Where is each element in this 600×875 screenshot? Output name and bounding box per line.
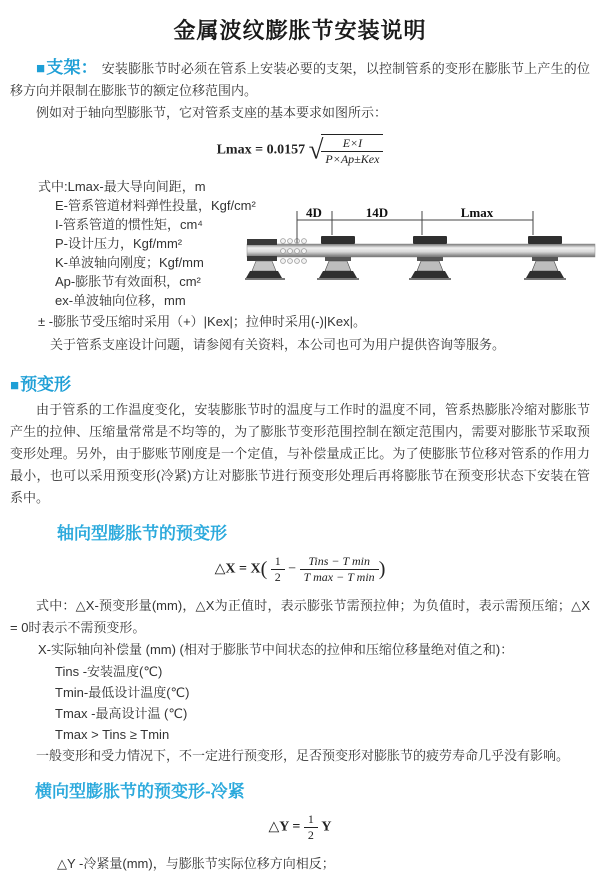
temperature-fraction [300,554,379,585]
axial-formula [10,554,590,585]
tmin-line: Tmin-最低设计温度(℃) [55,685,190,700]
lmax-numerator: E×I [321,136,383,152]
support-paragraph [10,57,590,102]
section-square-icon: ■ [10,377,20,394]
guide-support [317,236,359,280]
minus-sign: − [288,561,297,577]
half-numerator: 1 [304,812,318,828]
page-title: 金属波纹膨胀节安装说明 [173,18,427,43]
temperature-inequality: Tmax > Tins ≥ Tmin [55,727,170,742]
axial-formula-lhs: △X = X [214,561,261,577]
definition-line: P-设计压力，Kgf/mm² [55,236,183,251]
support-body-text: 安装膨胀节时必须在管系上安装必要的支架，以控制管系的变形在膨胀节上产生的位移方向并限制在膨胀节的额定位移范围内。 [10,61,590,98]
preform-heading-text: 预变形 [20,375,72,394]
guide-support [524,236,566,280]
definition-line: K-单波轴向刚度；Kgf/mm [55,255,204,270]
close-paren: ) [378,558,386,580]
definitions-and-diagram [10,177,590,356]
x-definition-line: X-实际轴向补偿量 (mm) (相对于膨胀节中间状态的拉伸和压缩位移量绝对值之和)： [38,642,514,657]
definition-line: I-管系管道的惯性矩，cm⁴ [55,217,203,232]
lmax-radicand [321,134,383,167]
support-design-note: 关于管系支座设计问题，请参阅有关资料，本公司也可为用户提供咨询等服务。 [50,337,506,352]
lateral-formula-lhs: △Y = [268,819,301,835]
axial-explanation: 式中：△X-预变形量(mm)，△X为正值时，表示膨张节需预拉伸；为负值时，表示需预压缩；△X = 0时表示不需预变形。 [10,598,590,635]
lateral-formula [10,812,590,843]
half-denominator: 2 [307,828,314,842]
dim-label-4d: 4D [306,205,322,220]
lateral-formula-rhs: Y [321,819,332,835]
definition-line: ± -膨胀节受压缩时采用（+）|Kex|；拉伸时采用(-)|Kex|。 [38,314,366,329]
lmax-denominator: P×Ap±Kex [325,152,380,166]
definition-line: E-管系管道材料弹性投量，Kgf/cm² [55,198,256,213]
dim-label-14d: 14D [365,205,389,220]
definition-line: ex-单波轴向位移，mm [55,293,186,308]
definition-line: 式中:Lmax-最大导向间距，m [38,179,206,194]
lateral-subheading: 横向型膨胀节的预变形-冷紧 [35,782,245,801]
support-example-text: 例如对于轴向型膨胀节，它对管系支座的基本要求如图所示： [36,105,388,120]
guide-support [409,236,451,280]
sqrt-sign: √ [308,134,324,165]
half-fraction [304,812,318,843]
half-denominator: 2 [274,570,281,584]
axial-note: 一般变形和受力情况下，不一定进行预变形，足否预变形对膨胀节的疲劳寿命几乎没有影响。 [36,748,570,763]
tins-line: Tins -安装温度(℃) [55,664,163,679]
lateral-note: △Y -冷紧量(mm)，与膨胀节实际位移方向相反； [57,856,335,871]
preform-paragraph: 由于管系的工作温度变化，安装膨胀节时的温度与工作时的温度不同，管系热膨胀冷缩对膨胀节产生的拉伸、压缩量常常是不均等的，为了膨胀节变形范围控制在额定范围内，需要对膨胀节采取预变形处理。另外，由于膨账节刚度是一个定值，与补偿量成正比。为了使膨胀节位移对管系的作用力最小，也可以采用预变形(冷紧)方让对膨胀节进行预变形处理后再将膨胀节在预变形状态下安装在管系中。 [10,402,590,505]
dim-label-lmax: Lmax [460,205,494,220]
lmax-formula-lhs: Lmax = 0.0157 [216,142,306,158]
temp-numerator: Tins − T min [300,554,379,570]
open-paren: ( [260,558,268,580]
half-fraction [271,554,285,585]
tmax-line: Tmax -最高设计温 (℃) [55,706,188,721]
temp-denominator: T max − T min [303,570,375,584]
support-section-heading: 支架： [46,58,98,77]
lmax-formula [10,134,590,167]
half-numerator: 1 [271,554,285,570]
definition-line: Ap-膨胀节有效面积，cm² [55,274,201,289]
axial-subheading: 轴向型膨胀节的预变形 [57,524,227,543]
pipe-support-diagram [245,205,600,300]
preform-section-heading [10,370,590,395]
section-square-icon: ■ [36,60,46,77]
